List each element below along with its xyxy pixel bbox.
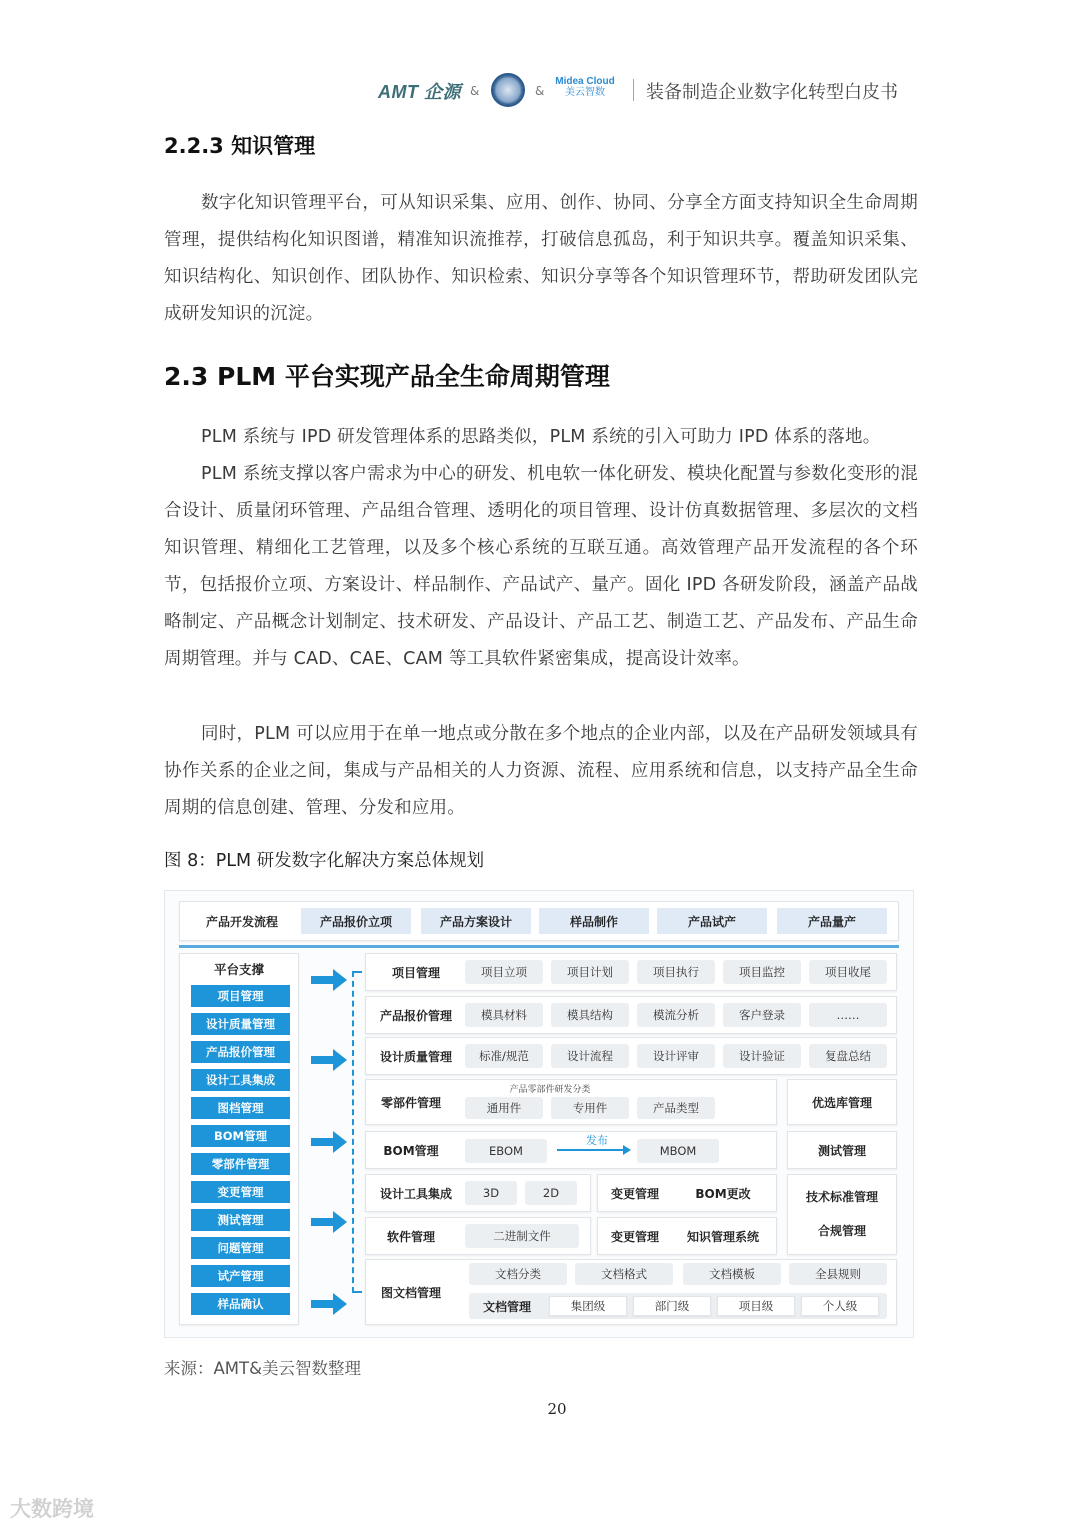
platform-item: 项目管理 <box>191 985 290 1007</box>
row-item: 集团级 <box>549 1296 627 1316</box>
platform-item: 测试管理 <box>191 1209 290 1231</box>
row-label: 图文档管理 <box>380 1285 441 1300</box>
document-title: 装备制造企业数字化转型白皮书 <box>646 82 898 103</box>
row-item: 项目计划 <box>551 960 629 984</box>
platform-item: 设计工具集成 <box>191 1069 290 1091</box>
docs-row2-label: 文档管理 <box>482 1299 531 1314</box>
change-label: 变更管理 <box>610 1229 659 1244</box>
dashed-connector <box>352 971 362 973</box>
row-item: 模具材料 <box>465 1003 543 1027</box>
plm-diagram <box>164 890 914 1338</box>
row-item: 文档分类 <box>469 1263 567 1285</box>
row-item: 部门级 <box>633 1296 711 1316</box>
row-label: 设计工具集成 <box>379 1186 452 1201</box>
platform-item: 设计质量管理 <box>191 1013 290 1035</box>
row-item: 客户登录 <box>723 1003 801 1027</box>
watermark: 大数跨境 <box>10 1497 94 1521</box>
row-item: 产品类型 <box>637 1097 715 1119</box>
row-item: 复盘总结 <box>809 1044 887 1068</box>
section-heading-223: 2.2.3 知识管理 <box>164 134 316 158</box>
university-seal-icon <box>491 73 525 107</box>
arrow-right-icon <box>311 1049 347 1071</box>
row-label: 零部件管理 <box>380 1095 441 1110</box>
row-item: 文档格式 <box>575 1263 673 1285</box>
row-item: 项目执行 <box>637 960 715 984</box>
figure-caption: 图 8：PLM 研发数字化解决方案总体规划 <box>164 851 485 871</box>
midea-logo-line2: 美云智数 <box>565 86 605 98</box>
change-label: 变更管理 <box>610 1186 659 1201</box>
release-arrow-icon <box>557 1149 625 1151</box>
row-item: 设计流程 <box>551 1044 629 1068</box>
row-label: 项目管理 <box>391 965 440 980</box>
platform-item: 问题管理 <box>191 1237 290 1259</box>
row-item: 项目监控 <box>723 960 801 984</box>
row-item: 文档模板 <box>683 1263 781 1285</box>
dashed-connector <box>352 1291 362 1293</box>
row-item: 专用件 <box>551 1097 629 1119</box>
row-item: 2D <box>525 1181 577 1205</box>
row-item: 通用件 <box>465 1097 543 1119</box>
arrow-right-icon <box>311 1131 347 1153</box>
right-box: 测试管理 <box>787 1131 897 1169</box>
arrow-right-icon <box>311 1211 347 1233</box>
platform-item: BOM管理 <box>191 1125 290 1147</box>
row-item: 项目收尾 <box>809 960 887 984</box>
paragraph-plm-1: PLM 系统与 IPD 研发管理体系的思路类似，PLM 系统的引入可助力 IPD 体系的落地。 <box>201 427 881 447</box>
row-label: 产品报价管理 <box>379 1008 452 1023</box>
platform-item: 图档管理 <box>191 1097 290 1119</box>
row-item: 设计验证 <box>723 1044 801 1068</box>
flow-step: 产品报价立项 <box>301 908 411 934</box>
platform-label: 平台支撑 <box>213 962 264 977</box>
row-item: 3D <box>465 1181 517 1205</box>
release-label: 发布 <box>586 1134 608 1147</box>
parts-subtitle: 产品零部件研发分类 <box>509 1084 591 1095</box>
row-label: 设计质量管理 <box>379 1049 452 1064</box>
midea-cloud-logo <box>552 77 618 98</box>
flow-step: 产品试产 <box>657 908 767 934</box>
arrow-right-icon <box>311 969 347 991</box>
paragraph-plm-2: PLM 系统支撑以客户需求为中心的研发、机电软一体化研发、模块化配置与参数化变形的混合设计、质量闭环管理、产品组合管理、透明化的项目管理、设计仿真数据管理、多层次的文档知识管理、精细化工艺管理，以及多个核心系统的互联互通。高效管理产品开发流程的各个环节，包括报价立项、方案设计、样品制作、产品试产、量产。固化 IPD 各研发阶段，涵盖产品战略制定、产品概念计划制定、技术研发、产品设计、产品工艺、制造工艺、产品发布、产品生命周期管理。并与 CAD、CAE、CAM 等工具软件紧密集成，提高设计效率。 <box>164 464 918 669</box>
platform-item: 试产管理 <box>191 1265 290 1287</box>
dashed-connector <box>352 971 354 1293</box>
row-item: 个人级 <box>801 1296 879 1316</box>
arrow-right-icon <box>311 1293 347 1315</box>
amt-logo: AMT 企源 <box>378 82 461 102</box>
right-box: 技术标准管理 <box>805 1189 878 1204</box>
page-number: 20 <box>547 1400 567 1418</box>
flow-label: 产品开发流程 <box>205 914 278 929</box>
ampersand: & <box>470 84 480 98</box>
change-item: 知识管理系统 <box>686 1229 759 1244</box>
platform-item: 样品确认 <box>191 1293 290 1315</box>
row-item: 模流分析 <box>637 1003 715 1027</box>
platform-item: 产品报价管理 <box>191 1041 290 1063</box>
section-heading-23: 2.3 PLM 平台实现产品全生命周期管理 <box>164 362 610 391</box>
flow-divider <box>179 945 899 948</box>
row-label: 软件管理 <box>386 1229 435 1244</box>
header-divider <box>633 79 634 101</box>
ampersand: & <box>535 84 545 98</box>
paragraph-knowledge: 数字化知识管理平台，可从知识采集、应用、创作、协同、分享全方面支持知识全生命周期管理，提供结构化知识图谱，精准知识流推荐，打破信息孤岛，利于知识共享。覆盖知识采集、知识结构化、知识创作、团队协作、知识检索、知识分享等各个知识管理环节，帮助研发团队完成研发知识的沉淀。 <box>164 193 918 324</box>
row-item: 模具结构 <box>551 1003 629 1027</box>
paragraph-plm-3: 同时，PLM 可以应用于在单一地点或分散在多个地点的企业内部，以及在产品研发领域具有协作关系的企业之间，集成与产品相关的人力资源、流程、应用系统和信息，以支持产品全生命周期的信息创建、管理、分发和应用。 <box>164 724 918 818</box>
flow-step: 产品量产 <box>777 908 887 934</box>
row-item: 二进制文件 <box>465 1224 579 1248</box>
right-box: 优选库管理 <box>787 1079 897 1125</box>
row-item: …… <box>809 1003 887 1027</box>
change-item: BOM更改 <box>695 1186 751 1201</box>
platform-item: 零部件管理 <box>191 1153 290 1175</box>
flow-step: 产品方案设计 <box>421 908 531 934</box>
row-item: 全县规则 <box>789 1263 887 1285</box>
right-box: 合规管理 <box>817 1223 866 1238</box>
flow-step: 样品制作 <box>539 908 649 934</box>
figure-source: 来源：AMT&美云智数整理 <box>164 1359 361 1378</box>
row-item: 设计评审 <box>637 1044 715 1068</box>
row-item: 标准/规范 <box>465 1044 543 1068</box>
midea-logo-line1: Midea Cloud <box>555 76 615 87</box>
row-label: BOM管理 <box>383 1143 439 1158</box>
release-arrowhead-icon <box>623 1145 631 1155</box>
row-item: 项目立项 <box>465 960 543 984</box>
platform-item: 变更管理 <box>191 1181 290 1203</box>
mbom-box: MBOM <box>637 1139 719 1163</box>
row-item: 项目级 <box>717 1296 795 1316</box>
ebom-box: EBOM <box>465 1139 547 1163</box>
